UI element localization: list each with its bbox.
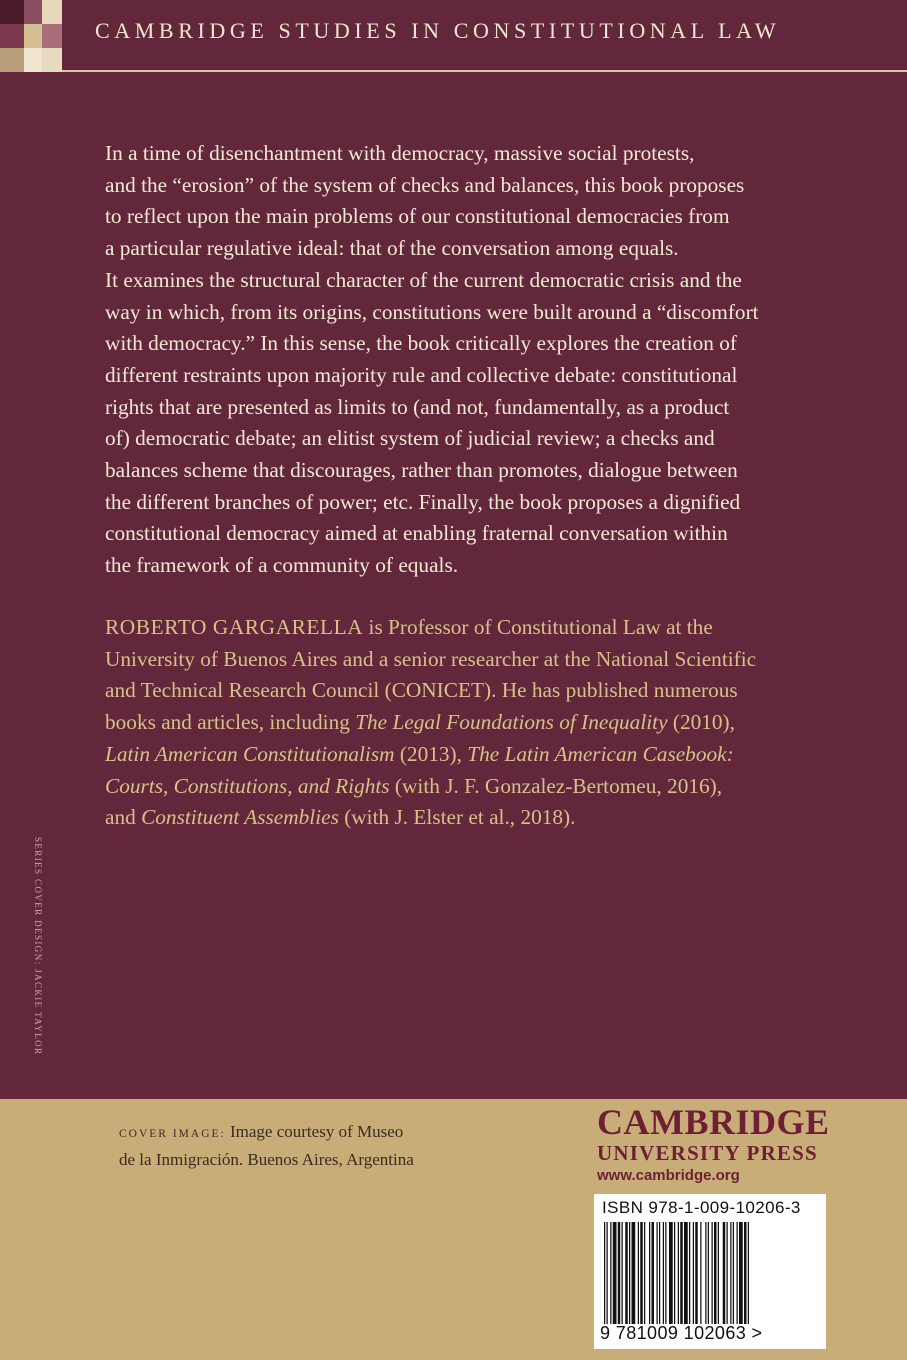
barcode-bar	[674, 1222, 675, 1324]
barcode-bar	[659, 1222, 660, 1324]
blurb-line: balances scheme that discourages, rather than promotes, dialogue between	[105, 458, 738, 483]
barcode-bar	[748, 1222, 749, 1324]
barcode-bar	[604, 1222, 605, 1324]
barcode-bar	[712, 1222, 713, 1324]
cover-credit-label: COVER IMAGE:	[119, 1128, 226, 1140]
blurb-line: a particular regulative ideal: that of the conversation among equals.	[105, 236, 679, 261]
book-title: Constituent Assemblies	[141, 805, 339, 830]
publisher-logo	[597, 1103, 837, 1187]
barcode-bar	[629, 1222, 630, 1324]
bio-text: (with J. F. Gonzalez-Bertomeu, 2016),	[389, 773, 723, 798]
bio-text: University of Buenos Aires and a senior researcher at the National Scientific	[105, 646, 757, 671]
barcode-bar	[723, 1222, 726, 1324]
publisher-name: CAMBRIDGE	[597, 1102, 830, 1142]
barcode-bar	[652, 1222, 655, 1324]
barcode-bar	[678, 1222, 679, 1324]
publisher-subname: UNIVERSITY PRESS	[597, 1141, 818, 1165]
barcode-bar	[610, 1222, 611, 1324]
series-mosaic-logo	[0, 0, 62, 72]
book-title: Latin American Constitutionalism	[105, 741, 395, 766]
barcode-bar	[684, 1222, 688, 1324]
blurb-line: of) democratic debate; an elitist system of judicial review; a checks and	[105, 426, 715, 451]
barcode-bar	[657, 1222, 658, 1324]
isbn-barcode	[594, 1194, 826, 1349]
barcode-bar	[695, 1222, 698, 1324]
blurb-line: constitutional democracy aimed at enabling fraternal conversation within	[105, 521, 728, 546]
barcode-bar	[680, 1222, 683, 1324]
blurb-line: the framework of a community of equals.	[105, 553, 459, 578]
bio-text: and	[105, 805, 142, 830]
barcode-bar	[663, 1222, 664, 1324]
barcode-bar	[665, 1222, 666, 1324]
barcode-bar	[739, 1222, 743, 1324]
blurb-line: way in which, from its origins, constitutions were built around a “discomfort	[105, 299, 759, 324]
bio-text: and Technical Research Council (CONICET). He has published numerous	[105, 678, 738, 703]
bio-text: (with J. Elster et al., 2018).	[338, 805, 576, 830]
barcode-bar	[644, 1222, 645, 1324]
cover-credit-text: Image courtesy of Museo	[225, 1122, 404, 1141]
cover-credit-text: de la Inmigración. Buenos Aires, Argentina	[119, 1150, 414, 1169]
blurb-line: In a time of disenchantment with democracy, massive social protests,	[105, 141, 695, 165]
barcode-bar	[708, 1222, 709, 1324]
barcode-bar	[737, 1222, 738, 1324]
book-description	[105, 138, 850, 582]
barcode-bars	[602, 1222, 818, 1324]
barcode-bar	[730, 1222, 731, 1324]
barcode-digits: 9 781009 102063 >	[600, 1323, 763, 1343]
blurb-line: different restraints upon majority rule and collective debate: constitutional	[105, 362, 738, 387]
series-title: CAMBRIDGE STUDIES IN CONSTITUTIONAL LAW	[95, 18, 781, 43]
barcode-bar	[632, 1222, 636, 1324]
barcode-bar	[700, 1222, 701, 1324]
bio-text: (2013),	[394, 741, 468, 766]
book-title: The Latin American Casebook:	[467, 741, 734, 766]
book-title: The Legal Foundations of Inequality	[355, 710, 668, 735]
header-divider	[0, 70, 907, 72]
barcode-bar	[733, 1222, 734, 1324]
bio-text: books and articles, including	[105, 710, 356, 735]
author-bio	[105, 612, 850, 834]
blurb-line: with democracy.” In this sense, the book critically explores the creation of	[105, 331, 737, 356]
bio-text: (2010),	[667, 710, 735, 735]
book-title: Courts, Constitutions, and Rights	[105, 773, 390, 798]
blurb-line: It examines the structural character of the current democratic crisis and the	[105, 267, 742, 292]
bio-text: is Professor of Constitutional Law at the	[363, 615, 713, 639]
barcode-bar	[689, 1222, 690, 1324]
barcode-bar	[613, 1222, 617, 1324]
barcode-bar	[693, 1222, 694, 1324]
cover-image-credit	[119, 1119, 499, 1173]
barcode-bar	[622, 1222, 623, 1324]
isbn-label: ISBN 978-1-009-10206-3	[602, 1198, 801, 1217]
barcode-bar	[625, 1222, 628, 1324]
author-name: ROBERTO GARGARELLA	[105, 615, 364, 639]
barcode-bar	[640, 1222, 643, 1324]
blurb-line: the different branches of power; etc. Finally, the book proposes a dignified	[105, 489, 741, 514]
series-cover-design-credit: SERIES COVER DESIGN: JACKIE TAYLOR	[33, 837, 43, 1056]
barcode-bar	[669, 1222, 673, 1324]
barcode-bar	[607, 1222, 608, 1324]
barcode-bar	[618, 1222, 621, 1324]
barcode-bar	[705, 1222, 706, 1324]
publisher-url: www.cambridge.org	[597, 1167, 740, 1184]
barcode-bar	[744, 1222, 747, 1324]
barcode-bar	[727, 1222, 728, 1324]
blurb-line: and the “erosion” of the system of checks and balances, this book proposes	[105, 172, 745, 197]
barcode-bar	[638, 1222, 639, 1324]
barcode-bar	[718, 1222, 719, 1324]
blurb-line: to reflect upon the main problems of our constitutional democracies from	[105, 204, 730, 229]
barcode-bar	[649, 1222, 650, 1324]
barcode-bar	[714, 1222, 717, 1324]
blurb-line: rights that are presented as limits to (and not, fundamentally, as a product	[105, 394, 730, 419]
